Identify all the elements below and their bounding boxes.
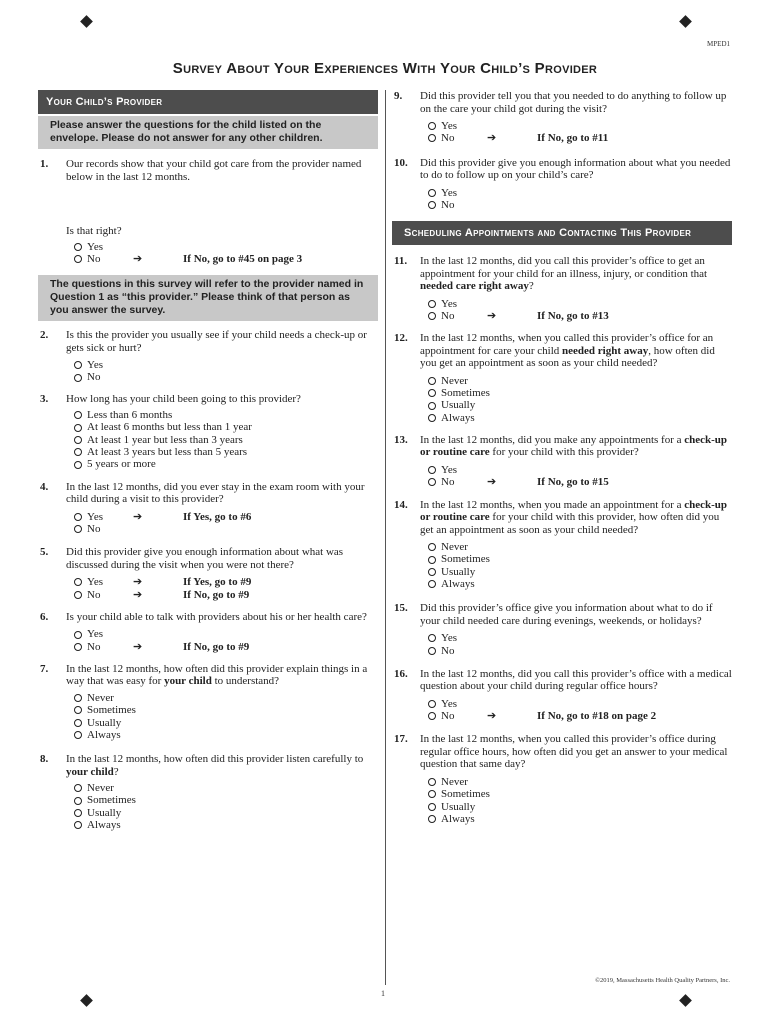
question-16: 16. In the last 12 months, did you call this provider’s office with a medical question about your child during regular office hours? Yes No ➔ If No, go to #18 on page 2: [394, 667, 732, 723]
option-no[interactable]: No ➔ If No, go to #45 on page 3: [74, 253, 378, 265]
question-number: 1.: [40, 158, 49, 170]
radio-circle[interactable]: [428, 790, 436, 798]
option[interactable]: Sometimes: [428, 553, 732, 565]
form-id: MPED1: [707, 40, 730, 48]
registration-mark-top-right: [679, 15, 692, 28]
radio-circle[interactable]: [74, 361, 82, 369]
option[interactable]: Less than 6 months: [74, 409, 378, 421]
arrow-icon: ➔: [133, 588, 143, 601]
arrow-icon: ➔: [487, 710, 497, 723]
question-15: 15. Did this provider’s office give you information about what to do if your child needed care during evenings, weekends, or holidays? Yes No: [392, 602, 732, 657]
question-17: 17. In the last 12 months, when you called this provider’s office during regular office hours, how often did you get an answer to your medical question that same day? Never Sometimes Usually Always: [392, 733, 732, 825]
arrow-icon: ➔: [133, 640, 143, 653]
radio-circle[interactable]: [428, 543, 436, 551]
radio-circle[interactable]: [428, 201, 436, 209]
question-12: 12. In the last 12 months, when you called this provider’s office for an appointment for care your child needed right away, how often did you get an appointment as soon as your child needed? Never Sometimes Usually Always: [392, 332, 732, 424]
option-no[interactable]: No: [74, 371, 378, 383]
radio-circle[interactable]: [74, 374, 82, 382]
option[interactable]: Never: [428, 776, 732, 788]
radio-circle[interactable]: [428, 377, 436, 385]
section-header-scheduling: Scheduling Appointments and Contacting This Provider: [392, 221, 732, 245]
left-column: [38, 90, 378, 831]
skip-instruction: If No, go to #45 on page 3: [183, 252, 303, 265]
radio-circle[interactable]: [74, 731, 82, 739]
option-no[interactable]: No ➔ If No, go to #9: [74, 589, 378, 601]
option[interactable]: Always: [74, 729, 378, 741]
radio-circle[interactable]: [428, 389, 436, 397]
question-10: 10. Did this provider give you enough information about what you needed to do to follow up on your child’s care? Yes No: [394, 156, 731, 211]
column-divider: [385, 90, 386, 985]
question-8: 8. In the last 12 months, how often did this provider listen carefully to your child? Never Sometimes Usually Always: [38, 753, 378, 831]
radio-circle[interactable]: [74, 243, 82, 251]
option[interactable]: 5 years or more: [74, 458, 378, 470]
radio-circle[interactable]: [428, 466, 436, 474]
radio-circle[interactable]: [74, 255, 82, 263]
registration-mark-bottom-left: [80, 994, 93, 1007]
option[interactable]: Never: [74, 782, 378, 794]
arrow-icon: ➔: [133, 252, 143, 265]
option[interactable]: Usually: [74, 717, 378, 729]
radio-circle[interactable]: [428, 414, 436, 422]
radio-circle[interactable]: [428, 580, 436, 588]
option[interactable]: Always: [428, 813, 732, 825]
option-no[interactable]: No: [428, 645, 732, 657]
option[interactable]: Never: [74, 692, 378, 704]
option-no[interactable]: No: [428, 199, 732, 211]
radio-circle[interactable]: [428, 189, 436, 197]
question-5: 5. Did this provider give you enough information about what was discussed during the visit when you were not there? Yes ➔ If Yes, go to #9 No ➔ If No, go to #9: [38, 546, 378, 601]
option[interactable]: At least 3 years but less than 5 years: [74, 446, 378, 458]
radio-circle[interactable]: [428, 815, 436, 823]
option[interactable]: Sometimes: [74, 704, 378, 716]
option-yes[interactable]: Yes: [74, 359, 378, 371]
option-no[interactable]: No ➔ If No, go to #9: [74, 641, 378, 653]
question-7: 7. In the last 12 months, how often did this provider explain things in a way that was easy for your child to understand? Never Sometimes Usually Always: [38, 663, 378, 741]
radio-circle[interactable]: [74, 578, 82, 586]
arrow-icon: ➔: [487, 309, 497, 322]
question-1: [38, 158, 378, 265]
option-no[interactable]: No: [74, 523, 378, 535]
option[interactable]: Never: [428, 541, 732, 553]
question-text: Our records show that your child got care from the provider named below in the last 12 months.: [66, 158, 362, 183]
radio-circle[interactable]: [74, 424, 82, 432]
radio-circle[interactable]: [74, 448, 82, 456]
option-yes[interactable]: Yes: [428, 464, 732, 476]
radio-circle[interactable]: [428, 712, 436, 720]
radio-circle[interactable]: [74, 631, 82, 639]
option-no[interactable]: No ➔ If No, go to #13: [428, 310, 732, 322]
radio-circle[interactable]: [74, 797, 82, 805]
question-2: 2. Is this the provider you usually see if your child needs a check-up or gets sick or hurt? Yes No: [38, 329, 378, 384]
question-14: 14. In the last 12 months, when you made an appointment for a check-up or routine care for your child with this provider, how often did you get an appointment as soon as your child needed? Never Sometimes Usually Always: [392, 499, 732, 591]
arrow-icon: ➔: [133, 510, 143, 523]
instruction-child-listed: Please answer the questions for the child listed on the envelope. Please do not answer for any other children.: [38, 116, 378, 149]
option[interactable]: Usually: [428, 566, 732, 578]
option[interactable]: At least 1 year but less than 3 years: [74, 434, 378, 446]
option[interactable]: Always: [74, 819, 378, 831]
instruction-this-provider: The questions in this survey will refer to the provider named in Question 1 as “this provider.” Please think of that person as you answer the survey.: [38, 275, 378, 321]
question-11: 11. In the last 12 months, did you call this provider’s office to get an appointment for your child for an illness, injury, or condition that needed care right away? Yes No ➔ If No, go to #13: [392, 255, 732, 322]
option[interactable]: Usually: [74, 807, 378, 819]
radio-circle[interactable]: [74, 411, 82, 419]
radio-circle[interactable]: [74, 809, 82, 817]
radio-circle[interactable]: [428, 556, 436, 564]
option-no[interactable]: No ➔ If No, go to #15: [428, 476, 732, 488]
radio-circle[interactable]: [74, 706, 82, 714]
radio-circle[interactable]: [74, 436, 82, 444]
radio-circle[interactable]: [74, 821, 82, 829]
radio-circle[interactable]: [428, 134, 436, 142]
option-yes[interactable]: Yes: [74, 241, 378, 253]
option-no[interactable]: No ➔ If No, go to #18 on page 2: [428, 710, 732, 722]
registration-mark-top-left: [80, 15, 93, 28]
radio-circle[interactable]: [74, 694, 82, 702]
question-subtext: Is that right?: [66, 225, 122, 237]
radio-circle[interactable]: [428, 300, 436, 308]
radio-circle[interactable]: [74, 513, 82, 521]
page-number: 1: [381, 989, 385, 998]
section-header-childs-provider: Your Child’s Provider: [38, 90, 378, 114]
radio-circle[interactable]: [428, 312, 436, 320]
option-yes[interactable]: Yes ➔ If Yes, go to #6: [74, 511, 378, 523]
option-yes[interactable]: Yes: [428, 698, 732, 710]
option-yes[interactable]: Yes: [74, 628, 378, 640]
option[interactable]: At least 6 months but less than 1 year: [74, 421, 378, 433]
question-6: 6. Is your child able to talk with providers about his or her health care? Yes No ➔ If No, go to #9: [38, 611, 378, 653]
option-no[interactable]: No ➔ If No, go to #11: [428, 132, 732, 144]
radio-circle[interactable]: [428, 122, 436, 130]
option-yes[interactable]: Yes: [428, 120, 732, 132]
option[interactable]: Sometimes: [428, 788, 732, 800]
radio-circle[interactable]: [74, 591, 82, 599]
option[interactable]: Usually: [428, 801, 732, 813]
option-yes[interactable]: Yes: [428, 298, 732, 310]
radio-circle[interactable]: [428, 402, 436, 410]
radio-circle[interactable]: [428, 568, 436, 576]
option-yes[interactable]: Yes ➔ If Yes, go to #9: [74, 576, 378, 588]
question-3: 3. How long has your child been going to this provider? Less than 6 months At least 6 months but less than 1 year At least 1 year but less than 3 years At least 3 years but less than 5 years 5 years or more: [38, 393, 378, 471]
radio-circle[interactable]: [74, 643, 82, 651]
registration-mark-bottom-right: [679, 994, 692, 1007]
radio-circle[interactable]: [74, 461, 82, 469]
question-9: 9. Did this provider tell you that you needed to do anything to follow up on the care your child got during the visit? Yes No ➔ If No, go to #11: [392, 90, 732, 145]
radio-circle[interactable]: [428, 478, 436, 486]
option[interactable]: Always: [428, 412, 732, 424]
option[interactable]: Never: [428, 375, 732, 387]
arrow-icon: ➔: [133, 576, 143, 589]
radio-circle[interactable]: [428, 778, 436, 786]
option[interactable]: Usually: [428, 399, 732, 411]
question-13: 13. In the last 12 months, did you make any appointments for a check-up or routine care for your child with this provider? Yes No ➔ If No, go to #15: [392, 434, 732, 489]
copyright: ©2019, Massachusetts Health Quality Partners, Inc.: [595, 977, 730, 984]
radio-circle[interactable]: [428, 700, 436, 708]
option[interactable]: Always: [428, 578, 732, 590]
page-title: Survey About Your Experiences With Your Child’s Provider: [172, 60, 598, 77]
radio-circle[interactable]: [428, 647, 436, 655]
option-yes[interactable]: Yes: [428, 632, 732, 644]
right-column: [392, 90, 732, 825]
option[interactable]: Sometimes: [428, 387, 732, 399]
radio-circle[interactable]: [428, 634, 436, 642]
radio-circle[interactable]: [74, 525, 82, 533]
question-4: 4. In the last 12 months, did you ever stay in the exam room with your child during a visit to this provider? Yes ➔ If Yes, go to #6 No: [38, 481, 378, 536]
radio-circle[interactable]: [74, 719, 82, 727]
option[interactable]: Sometimes: [74, 794, 378, 806]
option-yes[interactable]: Yes: [428, 187, 732, 199]
arrow-icon: ➔: [487, 476, 497, 489]
radio-circle[interactable]: [74, 784, 82, 792]
arrow-icon: ➔: [487, 132, 497, 145]
radio-circle[interactable]: [428, 803, 436, 811]
